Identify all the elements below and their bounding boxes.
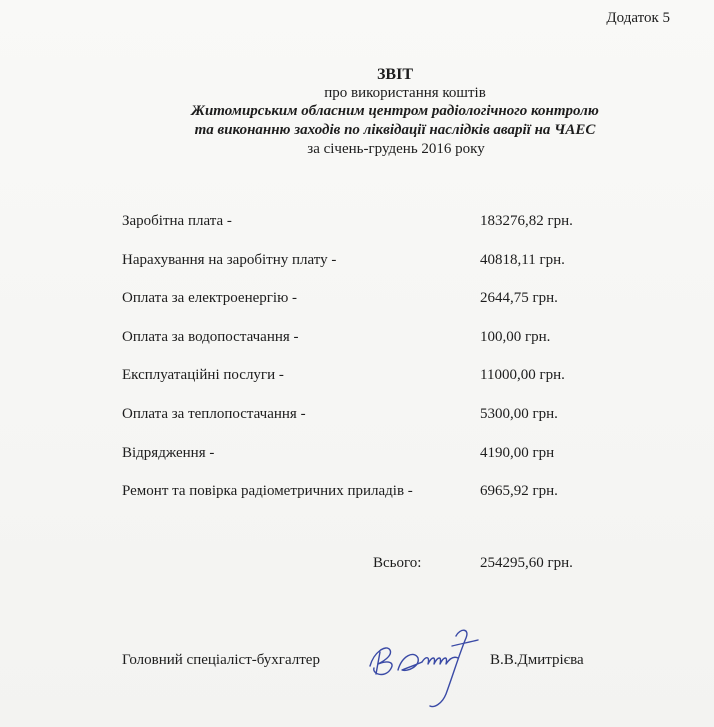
expense-list (122, 213, 642, 522)
expense-amount: 40818,11 грн. (480, 251, 565, 268)
handwritten-signature (360, 622, 490, 712)
organization-line-2: та виконанню заходів по ліквідації наслідків аварії на ЧАЕС (194, 122, 596, 138)
expense-label: Заробітна плата - (122, 213, 232, 229)
report-subtitle: про використання коштів (324, 85, 486, 101)
signatory-role: Головний спеціаліст-бухгалтер (122, 652, 320, 668)
report-title: ЗВІТ (376, 66, 413, 83)
expense-label: Оплата за електроенергію - (122, 290, 298, 307)
expense-label: Відрядження - (122, 444, 215, 461)
expense-row (122, 483, 642, 522)
expense-row (122, 445, 642, 484)
expense-label: Нарахування на заробітну плату - (122, 251, 337, 268)
report-period: за січень-грудень 2016 року (307, 141, 485, 157)
expense-amount: 11000,00 грн. (480, 367, 565, 384)
expense-label: Оплата за теплопостачання - (122, 405, 306, 422)
expense-row (122, 367, 642, 406)
report-header (0, 66, 714, 159)
expense-amount: 100,00 грн. (480, 328, 551, 345)
expense-label: Ремонт та повірка радіометричних приладів - (122, 483, 413, 500)
signatory-name: В.В.Дмитрієва (490, 652, 584, 668)
expense-label: Оплата за водопостачання - (122, 328, 299, 345)
expense-amount: 6965,92 грн. (480, 483, 558, 500)
appendix-number: Додаток 5 (606, 10, 670, 26)
expense-row (122, 406, 642, 445)
organization-line-1: Житомирським обласним центром радіологічного контролю (191, 103, 599, 119)
expense-row (122, 329, 642, 368)
expense-row (122, 213, 642, 252)
expense-amount: 4190,00 грн (480, 444, 555, 461)
total-label: Всього: (373, 555, 422, 571)
expense-amount: 2644,75 грн. (480, 290, 558, 307)
expense-label: Експлуатаційні послуги - (122, 367, 284, 384)
expense-row (122, 252, 642, 291)
total-amount: 254295,60 грн. (480, 555, 573, 571)
expense-amount: 5300,00 грн. (480, 405, 558, 422)
expense-amount: 183276,82 грн. (480, 213, 573, 229)
expense-row (122, 290, 642, 329)
